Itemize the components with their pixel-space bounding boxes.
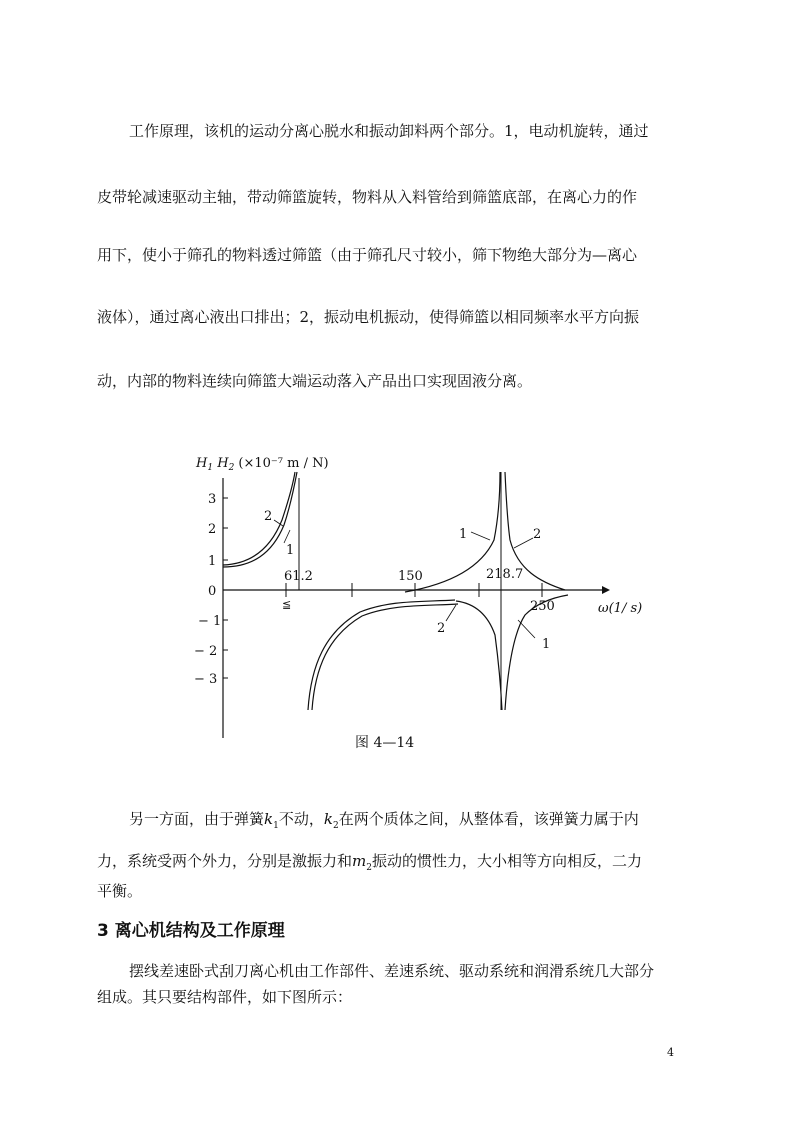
label-curve-1-right: 1 [459, 527, 468, 542]
frequency-response-figure [190, 450, 643, 740]
para2-line-2 [97, 850, 642, 873]
label-curve-1-left: 1 [286, 543, 295, 558]
curve-2-right-down [456, 601, 502, 710]
label-curve-2-left: 2 [264, 509, 273, 524]
para2-text-e: 振动的惯性力，大小相等方向相反，二力 [371, 852, 642, 870]
y-tick-neg3: − 3 [194, 672, 218, 687]
label-curve-1-bottom: 1 [542, 637, 551, 652]
section-line-2: 组成。其只要结构部件，如下图所示： [97, 988, 353, 1006]
x-tick-150: 150 [398, 569, 423, 584]
curve-2-lower [312, 604, 458, 710]
label-curve-2-bottom: 2 [437, 621, 446, 636]
x-axis-label: ω(1/ s) [598, 601, 643, 616]
section-line-1: 摆线差速卧式刮刀离心机由工作部件、差速系统、驱动系统和润滑系统几大部分 [129, 962, 655, 980]
y-tick-neg1: − 1 [198, 614, 222, 629]
para1-line-1: 工作原理，该机的运动分离心脱水和振动卸料两个部分。1，电动机旋转，通过 [129, 122, 649, 140]
curve-1-left [223, 472, 295, 565]
page-number: 4 [667, 1046, 674, 1059]
para2-text-c: 在两个质体之间，从整体看，该弹簧力属于内 [338, 810, 639, 828]
y-tick-neg2: − 2 [194, 644, 218, 659]
para2-line-1 [129, 808, 639, 831]
x-tick-250: 250 [530, 599, 555, 614]
para1-line-5: 动，内部的物料连续向筛篮大端运动落入产品出口实现固液分离。 [97, 372, 533, 390]
para2-text-d: 力，系统受两个外力，分别是激振力和 [97, 852, 353, 870]
y-tick-1: 1 [208, 554, 217, 569]
x-axis-arrow [602, 586, 610, 594]
x-tick-218-7: 218.7 [486, 567, 524, 582]
x-tick-61-2: 61.2 [284, 569, 313, 584]
symbol-k1-sub: 1 [273, 821, 279, 831]
para2-text-a: 另一方面，由于弹簧 [129, 810, 265, 828]
y-axis-label: $H_1$ $H_2$ (×10⁻⁷ m / N) [196, 456, 329, 473]
y-tick-0: 0 [208, 584, 217, 599]
para2-line-3: 平衡。 [97, 882, 143, 900]
label-curve-2-right: 2 [533, 527, 542, 542]
symbol-k1: k [264, 810, 274, 828]
y-tick-2: 2 [208, 522, 217, 537]
figure-caption: 图 4—14 [355, 735, 415, 751]
section-heading: 3 离心机结构及工作原理 [97, 921, 285, 941]
symbol-k2-sub: 2 [332, 821, 339, 831]
para1-line-4: 液体），通过离心液出口排出；2，振动电机振动，使得筛篮以相同频率水平方向振 [97, 308, 640, 326]
symbol-k2: k [323, 810, 333, 828]
para1-line-3: 用下，使小于筛孔的物料透过筛篮（由于筛孔尺寸较小，筛下物绝大部分为—离心 [97, 246, 638, 264]
curve-1-lower [308, 600, 455, 710]
para2-text-b: 不动， [278, 810, 324, 828]
symbol-m2-sub: 2 [366, 863, 372, 873]
symbol-m2: m [352, 852, 367, 870]
small-marker: ≦ [282, 598, 292, 611]
para1-line-2: 皮带轮减速驱动主轴，带动筛篮旋转，物料从入料管给到筛篮底部，在离心力的作 [97, 188, 638, 206]
y-tick-3: 3 [208, 492, 217, 507]
